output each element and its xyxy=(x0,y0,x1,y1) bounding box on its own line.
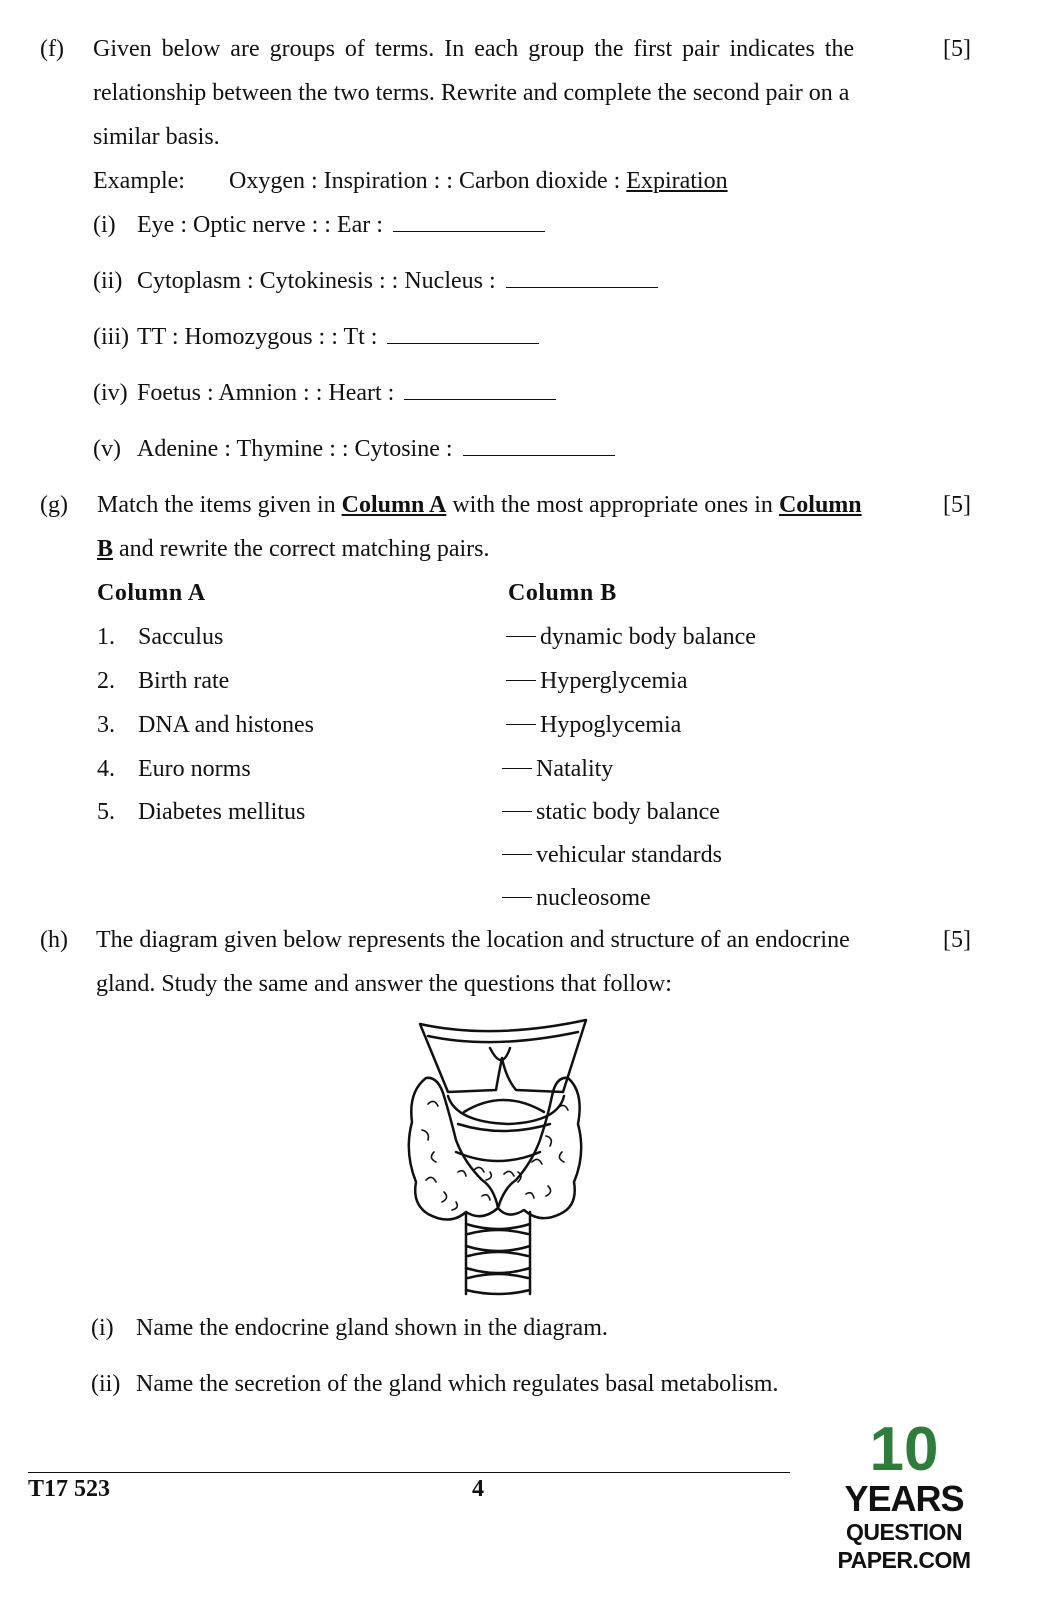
thyroid-gland-diagram xyxy=(398,1012,588,1298)
column-b-heading: Column B xyxy=(508,580,617,606)
question-h-sub1 xyxy=(91,1315,608,1342)
question-h-sub2 xyxy=(91,1371,778,1398)
column-b-letter: B xyxy=(97,536,114,562)
column-b-item xyxy=(506,712,681,739)
item-number: 1. xyxy=(97,624,115,650)
question-f-line2: relationship between the two terms. Rewrite and complete the second pair on a xyxy=(93,80,850,106)
item-text: Natality xyxy=(536,756,614,782)
dash xyxy=(506,636,536,637)
column-a-reference: Column A xyxy=(341,492,447,518)
site-logo xyxy=(788,1415,1020,1574)
column-a-item xyxy=(97,712,314,739)
item-number: 2. xyxy=(97,668,115,694)
answer-blank xyxy=(387,325,539,344)
dash xyxy=(502,768,532,769)
item-text: static body balance xyxy=(536,799,720,825)
column-a-item xyxy=(97,668,229,695)
logo-number: 10 xyxy=(869,1415,939,1484)
example-label: Example: xyxy=(93,168,185,194)
example-answer: Expiration xyxy=(626,168,728,194)
item-text: dynamic body balance xyxy=(540,624,756,650)
answer-blank xyxy=(463,437,615,456)
item-text: TT : Homozygous : : Tt : xyxy=(137,324,378,350)
answer-blank xyxy=(393,213,545,232)
item-number: (i) xyxy=(91,1315,114,1341)
column-a-heading: Column A xyxy=(97,580,206,606)
question-g-line2 xyxy=(97,536,490,563)
column-b-item xyxy=(502,842,722,869)
item-number: (v) xyxy=(93,436,121,462)
logo-years: YEARS xyxy=(844,1478,964,1519)
question-f-marks: [5] xyxy=(943,36,971,62)
item-text: vehicular standards xyxy=(536,842,722,868)
dash xyxy=(506,724,536,725)
item-text: Cytoplasm : Cytokinesis : : Nucleus : xyxy=(137,268,496,294)
item-number: 5. xyxy=(97,799,115,825)
dash xyxy=(506,680,536,681)
example-pair: Oxygen : Inspiration : : Carbon dioxide : xyxy=(229,168,627,194)
logo-site: QUESTION PAPER.COM xyxy=(837,1519,971,1573)
footer-rule xyxy=(28,1472,790,1473)
item-number: (iii) xyxy=(93,324,129,350)
item-text: Euro norms xyxy=(138,756,251,782)
question-g-marks: [5] xyxy=(943,492,971,518)
item-text: Name the secretion of the gland which regulates basal metabolism. xyxy=(136,1371,779,1397)
question-h-marks: [5] xyxy=(943,927,971,953)
item-text: Foetus : Amnion : : Heart : xyxy=(137,380,395,406)
text: with the most appropriate ones in xyxy=(446,492,779,518)
text: and rewrite the correct matching pairs. xyxy=(113,536,490,562)
column-a-item xyxy=(97,799,305,826)
question-f-item xyxy=(93,380,556,407)
item-text: Diabetes mellitus xyxy=(138,799,306,825)
item-number: 4. xyxy=(97,756,115,782)
question-f-line3: similar basis. xyxy=(93,124,220,150)
question-f-item xyxy=(93,324,539,351)
answer-blank xyxy=(404,381,556,400)
item-text: nucleosome xyxy=(536,885,651,911)
question-g-label: (g) xyxy=(40,492,68,518)
item-text: Name the endocrine gland shown in the diagram. xyxy=(136,1315,608,1341)
item-text: DNA and histones xyxy=(138,712,314,738)
paper-code: T17 523 xyxy=(28,1476,111,1502)
item-number: (ii) xyxy=(91,1371,121,1397)
page-number: 4 xyxy=(472,1476,484,1502)
question-h-line2: gland. Study the same and answer the questions that follow: xyxy=(96,971,672,997)
item-text: Adenine : Thymine : : Cytosine : xyxy=(137,436,453,462)
question-f-item xyxy=(93,436,615,463)
item-number: (i) xyxy=(93,212,116,238)
item-text: Sacculus xyxy=(138,624,224,650)
item-number: 3. xyxy=(97,712,115,738)
column-b-item xyxy=(506,624,756,651)
item-text: Hyperglycemia xyxy=(540,668,688,694)
item-number: (ii) xyxy=(93,268,123,294)
item-text: Hypoglycemia xyxy=(540,712,682,738)
column-b-item xyxy=(502,756,613,783)
item-number: (iv) xyxy=(93,380,128,406)
column-b-item xyxy=(502,885,651,912)
question-f-item xyxy=(93,212,545,239)
dash xyxy=(502,854,532,855)
question-f-label: (f) xyxy=(40,36,64,62)
column-a-item xyxy=(97,624,223,651)
example-text xyxy=(229,168,728,195)
column-a-item xyxy=(97,756,251,783)
dash xyxy=(502,811,532,812)
dash xyxy=(502,897,532,898)
item-text: Birth rate xyxy=(138,668,230,694)
item-text: Eye : Optic nerve : : Ear : xyxy=(137,212,383,238)
column-b-item xyxy=(506,668,688,695)
column-b-item xyxy=(502,799,720,826)
question-g-line1 xyxy=(97,492,862,519)
text: Match the items given in xyxy=(97,492,342,518)
question-f-line1: Given below are groups of terms. In each group the first pair indicates the xyxy=(93,36,855,62)
question-h-label: (h) xyxy=(40,927,68,953)
column-b-reference: Column xyxy=(778,492,862,518)
question-h-line1: The diagram given below represents the location and structure of an endocrine xyxy=(96,927,850,953)
answer-blank xyxy=(506,269,658,288)
question-f-item xyxy=(93,268,658,295)
